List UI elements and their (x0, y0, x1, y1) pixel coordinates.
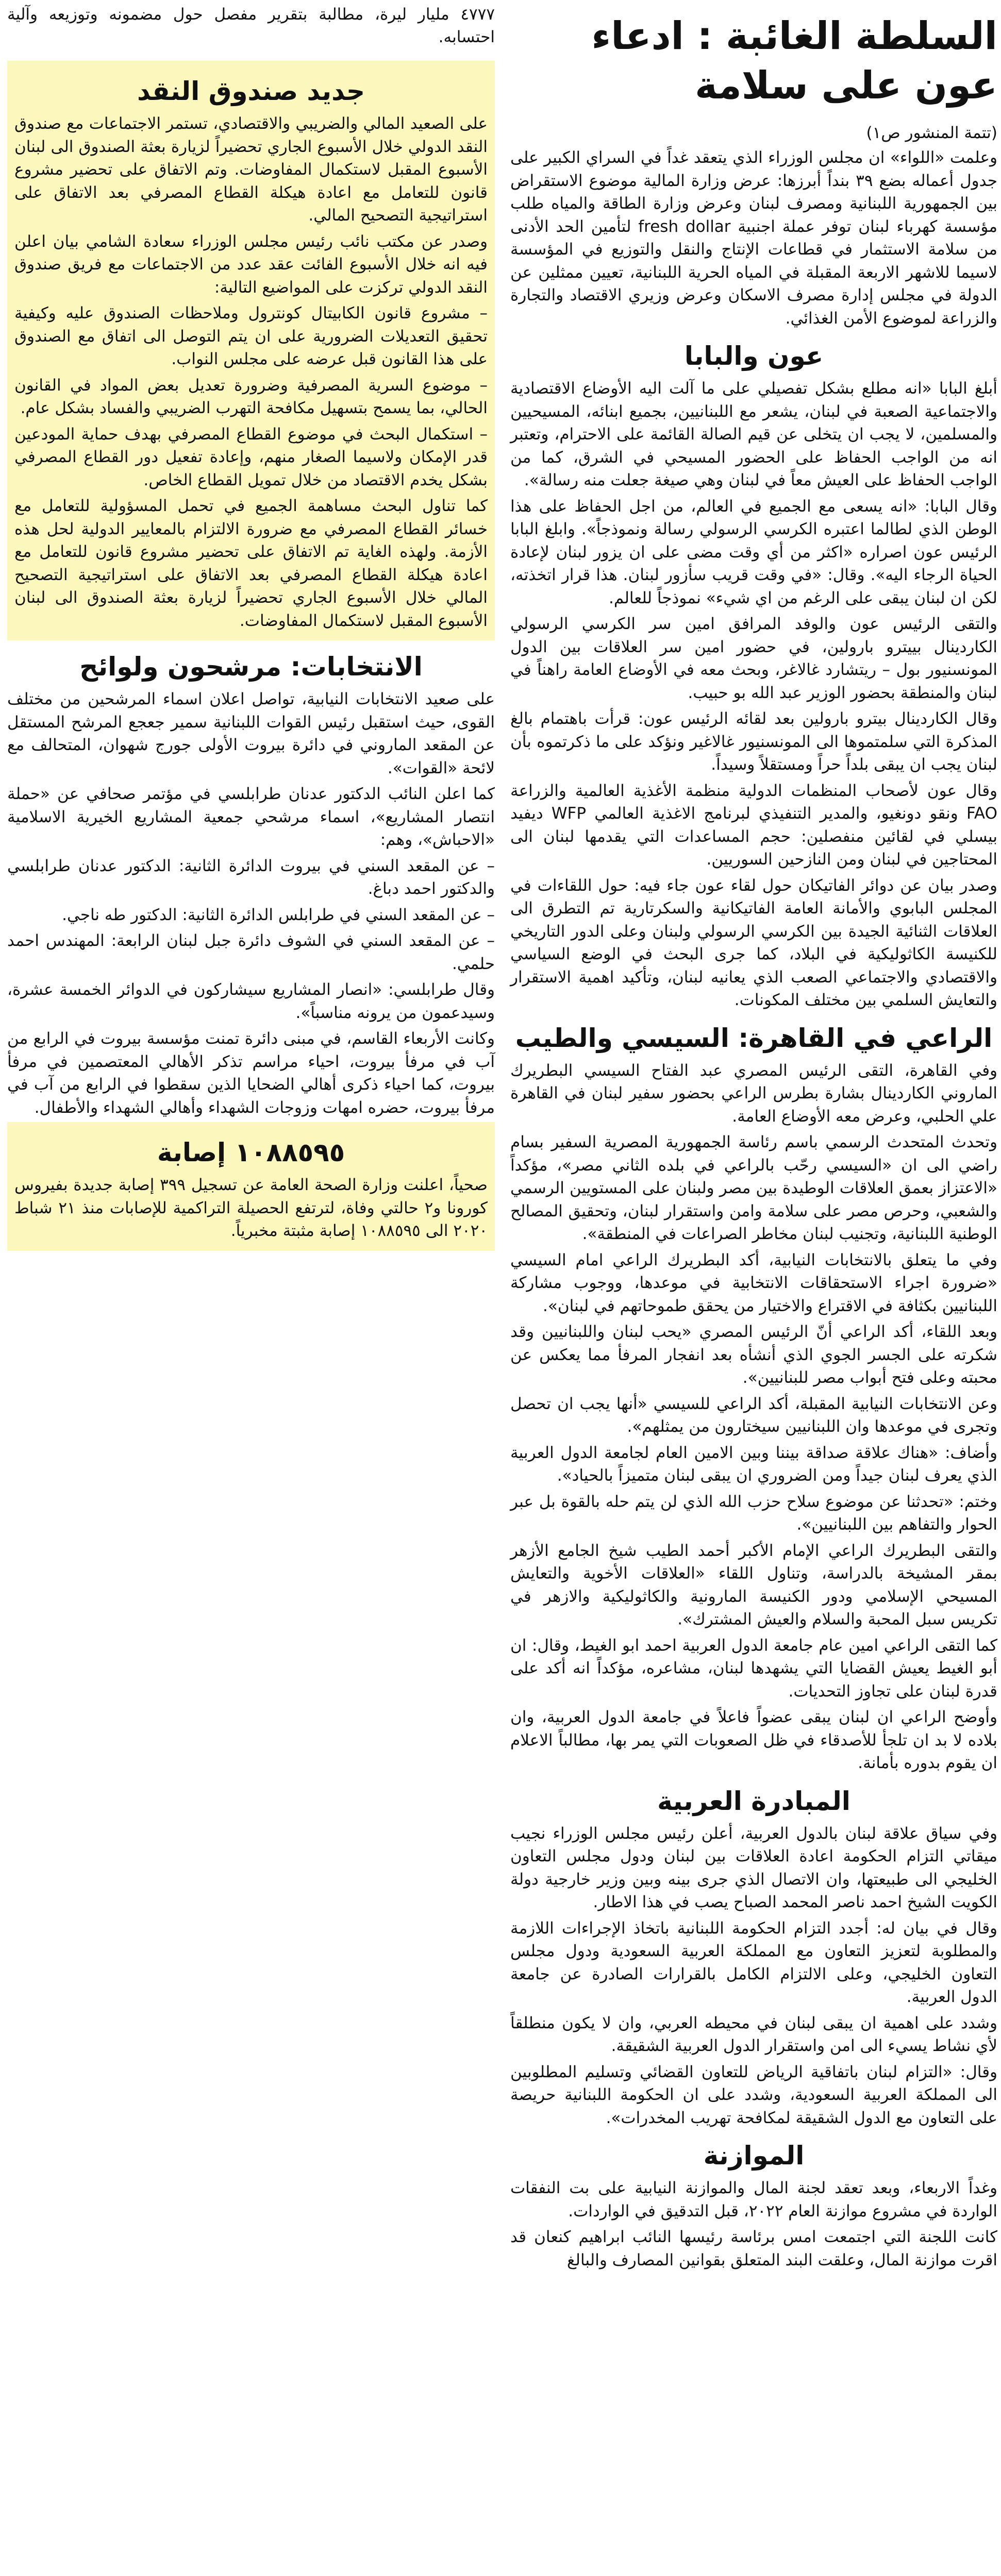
section-heading: ١٠٨٨٥٩٥ إصابة (157, 1138, 345, 1167)
article-intro-paragraph: وعلمت «اللواء» ان مجلس الوزراء الذي يتعقد غداً في السراي الكبير على جدول أعماله بضع ٣٩ بنداً أبرزها: عرض وزارة المالية موضوع الاستقراض بين الجمهورية اللبنانية ومصرف لبنان وعرض وزارة الطاقة والمياه طلب مؤسسة كهرباء لبنان توفر عملة اجنبية fresh dollar لتأمين الحد الأدنى من سلامة الاستثمار في قطاعات الإنتاج والنقل والتوزيع في المؤسسة لاسيما للاشهر الاربعة المقبلة في المياه الحرية اللبنانية، تعيين ممثلين عن الدولة في مجلس إدارة مصرف الاسكان وعرض وزيري الاقتصاد والتجارة والزراعة لموضوع الأمن الغذائي. (510, 148, 998, 328)
paragraph: والتقى البطريرك الراعي الإمام الأكبر أحمد الطيب شيخ الجامع الأزهر بمقر المشيخة بالدراسة، وتناول اللقاء «العلاقات الأخوية والتعايش المسيحي الإسلامي ودور الكنيسة المارونية والكاثوليكية والازهر في تكريس سبل المحبة والسلام والعيش المشترك». (510, 1541, 997, 1629)
section-elections (7, 650, 495, 1119)
section-heading: عون والبابا (684, 341, 824, 371)
section-aoun-pope (510, 339, 997, 1012)
paragraph: وغداً الاربعاء، وبعد تعقد لجنة المال والموازنة النيابية على بت النفقات الواردة في مشروع موازنة العام ٢٠٢٢، قبل التدقيق في الواردات. (510, 2179, 997, 2221)
paragraph: كما التقى الراعي امين عام جامعة الدول العربية احمد ابو الغيط، وقال: ان أبو الغيط يعيش القضايا التي يشهدها لبنان، مشاعره، مؤكداً انه أكد على قدرة لبنان على تجاوز التحديات. (510, 1636, 997, 1701)
paragraph: وقال: «التزام لبنان باتفاقية الرياض للتعاون القضائي وتسليم المطلوبين الى المملكة العربية السعودية، وشدد على ان الحكومة اللبنانية حريصة على التعاون مع الدول الشقيقة لمكافحة تهريب المخدرات». (510, 2062, 997, 2127)
paragraph: وتحدث المتحدث الرسمي باسم رئاسة الجمهورية المصرية السفير بسام راضي الى ان «السيسي رحّب بالراعي في بلده الثاني مصر»، مؤكداً «الاعتزاز بعمق العلاقات الوطيدة بين مصر ولبنان على المستويين الرسمي والشعبي، وحرص مصر على سلامة وامن واستقرار لبنان، وتحقيق المصالح الوطنية اللبنانية، وتجنيب لبنان مخاطر الصراعات في المنطقة». (510, 1133, 997, 1243)
paragraph: وفي ما يتعلق بالانتخابات النيابية، أكد البطريرك الراعي امام السيسي «ضرورة اجراء الاستحقاقات الانتخابية في موعدها، ووجوب مشاركة اللبنانيين بكثافة في الاقتراع والاختيار من يحقق طموحاتهم في لبنان». (510, 1250, 997, 1315)
paragraph: وكانت الأربعاء القاسم، في مبنى دائرة تمنت مؤسسة بيروت في الرابع من آب في مرفأ بيروت، احياء مراسم تذكر الأهالي المعتصمين في مرفأ بيروت، كما احياء ذكرى أهالي الضحايا الذين سقطوا في الرابع من آب في مرفأ بيروت، حضره امهات وزوجات الشهداء وأهالي الشهداء والأطفال. (7, 1029, 495, 1117)
paragraph: – عن المقعد السني في بيروت الدائرة الثانية: الدكتور عدنان طرابلسي والدكتور احمد دباغ. (7, 856, 495, 898)
paragraph: – موضوع السرية المصرفية وضرورة تعديل بعض المواد في القانون الحالي، بما يسمح بتسهيل مكافحة التهرب الضريبي والفساد بشكل عام. (14, 376, 488, 417)
paragraph: وصدر عن مكتب نائب رئيس مجلس الوزراء سعادة الشامي بيان اعلن فيه انه خلال الأسبوع الفائت عقد عدد من الاجتماعات مع فريق صندوق النقد الدولي تركزت على المواضيع التالية: (14, 232, 488, 297)
paragraph: أبلغ البابا «انه مطلع بشكل تفصيلي على ما آلت اليه الأوضاع الاقتصادية والاجتماعية الصعبة في لبنان، يشعر مع اللبنانيين، بجميع ابنائه، المسيحيين والمسلمين، لا يجب ان يتخلى عن قيم الصالة القائمة على الاحترام، وتعتبر انه من الواجب الحفاظ على الحضور المسيحي في الشرق، كما من الواجب الحفاظ على العيش معاً في لبنان وهي صيغة جعلت منه رسالة». (510, 379, 997, 489)
paragraph: وقال طرابلسي: «انصار المشاريع سيشاركون في الدوائر الخمسة عشرة، وسيدعمون من يرونه مناسباً». (7, 980, 495, 1022)
paragraph: وعن الانتخابات النيابية المقبلة، أكد الراعي للسيسي «أنها يجب ان تحصل وتجرى في موعدها وان اللبنانيين سيختارون من يمثلهم». (510, 1394, 997, 1436)
paragraph: وقال عون لأصحاب المنظمات الدولية منظمة الأغذية العالمية والزراعة FAO ونقو دونغيو، والمدير التنفيذي لبرنامج الاغذية العالمي WFP ديفيد بيسلي في لقائين منفصلين: حجم المساعدات التي يقدمها لبنان الى المحتاجين في لبنان ومن النازحين السوريين. (510, 781, 997, 869)
paragraph: كما تناول البحث مساهمة الجميع في تحمل المسؤولية للتعامل مع خسائر القطاع المصرفي مع ضرورة الالتزام بالمعايير الدولية لحل هذه الأزمة. ولهذه الغاية تم الاتفاق على تحضير مشروع قانون للتعامل مع اعادة هيكلة القطاع المصرفي بعد الاتفاق على استراتيجية التصحيح المالي خلال الأسبوع الجاري تحضيراً لزيارة بعثة الصندوق الى لبنان الأسبوع المقبل لاستكمال المفاوضات. (14, 497, 488, 630)
paragraph: وقال في بيان له: أجدد التزام الحكومة اللبنانية باتخاذ الإجراءات اللازمة والمطلوبة لتعزيز التعاون مع المملكة العربية السعودية ودول مجلس التعاون الخليجي، وعلى الالتزام الكامل بالقرارات الصادرة عن جامعة الدول العربية. (510, 1919, 997, 2006)
paragraph: وبعد اللقاء، أكد الراعي أنّ الرئيس المصري «يحب لبنان واللبنانيين وقد شكرته على الجسر الجوي الذي أنشأه بعد انفجار المرفأ مما يعكس عن محبته وعلى فتح أبواب مصر للبنانيين». (510, 1323, 997, 1387)
paragraph: على صعيد الانتخابات النيابية، تواصل اعلان اسماء المرشحين من مختلف القوى، حيث استقبل رئيس القوات اللبنانية سمير جعجع المرشح المستقل عن المقعد الماروني في دائرة بيروت الأولى جورج شهوان، المتحالف مع لائحة «القوات». (7, 690, 495, 777)
article-headline: السلطة الغائبة : ادعاء عون على سلامة (591, 14, 997, 108)
section-imf (7, 61, 495, 640)
continued-text: ٤٧٧٧ مليار ليرة، مطالبة بتقرير مفصل حول مضمونه وتوزيعه وآلية احتسابه. (7, 5, 495, 46)
paragraph: وشدد على اهمية ان يبقى لبنان في محيطه العربي، وان لا يكون منطلقاً لأي نشاط يسيء الى امن واستقرار الدول العربية الشقيقة. (510, 2013, 997, 2055)
section-heading: المبادرة العربية (657, 1786, 850, 1816)
paragraph: والتقى الرئيس عون والوفد المرافق امين سر الكرسي الرسولي الكاردينال بييترو بارولين، في حضور امين سر العلاقات بين الدول المونسنيور بول – ريتشارد غالاغر، وبحث معه في الأوضاع العامة راهناً في لبنان والمنطقة بحضور الوزير عبد الله بو حبيب. (510, 615, 997, 702)
paragraph: – عن المقعد السني في طرابلس الدائرة الثانية: الدكتور طه ناجي. (62, 905, 495, 924)
section-heading: الانتخابات: مرشحون ولوائح (79, 652, 423, 682)
section-budget (510, 2139, 997, 2272)
section-arab-initiative (510, 1784, 997, 2130)
section-heading: الراعي في القاهرة: السيسي والطيب (515, 1023, 993, 1053)
paragraph: وفي القاهرة، التقى الرئيس المصري عبد الفتاح السيسي البطريرك الماروني الكاردينال بشارة بطرس الراعي بحضور سفير لبنان في القاهرة علي الحلبي، وعرض معه الأوضاع العامة. (510, 1061, 997, 1126)
paragraph: كما اعلن النائب الدكتور عدنان طرابلسي في مؤتمر صحافي عن «حملة انتصار المشاريع»، اسماء مرشحي جمعية المشاريع الخيرية الاسلامية «الاحباش»، وهم: (7, 785, 495, 849)
section-heading: الموازنة (703, 2141, 805, 2171)
paragraph: وأوضح الراعي ان لبنان يبقى عضواً فاعلاً في جامعة الدول العربية، وان بلاده لا بد ان تلجأ للأصدقاء في ظل الصعوبات التي يمر بها، مطالباً الاعلام ان يقوم بدوره بأمانة. (510, 1708, 997, 1772)
paragraph: وصدر بيان عن دوائر الفاتيكان حول لقاء عون جاء فيه: حول اللقاءات في المجلس البابوي والأمانة العامة الفاتيكانية والسكرتارية تم التطرق الى العلاقات الثنائية الجيدة بين الكرسي الرسولي ولبنان وعلى الدور التاريخي للكنيسة الكاثوليكية في البلاد، كما جرى البحث في الوضع السياسي والاقتصادي والاجتماعي الصعب الذي يعانيه لبنان، وتأكيد اهمية الاستقرار والتعايش السلمي بين مختلف المكونات. (510, 876, 997, 1009)
paragraph: وقال الكاردينال بيترو بارولين بعد لقائه الرئيس عون: قرأت باهتمام بالغ المذكرة التي سلمتموها الى المونسنيور غالاغير ونؤكد على ما ذكرتموه بأن لبنان يجب ان يبقى بلداً حراً ومستقلاً وسيداً. (510, 709, 997, 774)
paragraph: وأضاف: «هناك علاقة صداقة بيننا وبين الامين العام لجامعة الدول العربية الذي يعرف لبنان جيداً ومن الضروري ان يبقى لبنان متميزاً بالحياد». (510, 1443, 997, 1485)
main-article-column (510, 0, 997, 2275)
section-heading: جديد صندوق النقد (137, 76, 365, 106)
paragraph: على الصعيد المالي والضريبي والاقتصادي، تستمر الاجتماعات مع صندوق النقد الدولي خلال الأسبوع الجاري تحضيراً لزيارة بعثة الصندوق الى لبنان الأسبوع المقبل لاستكمال المفاوضات. وتم الاتفاق على تحضير مشروع قانون للتعامل مع اعادة هيكلة القطاع المصرفي بعد الاتفاق على استراتيجية التصحيح المالي. (14, 114, 488, 225)
section-rai-cairo (510, 1021, 997, 1775)
paragraph: – استكمال البحث في موضوع القطاع المصرفي بهدف حماية المودعين قدر الإمكان ولاسيما الصغار منهم، وإعادة تفعيل دور القطاع المصرفي بشكل يخدم الاقتصاد من خلال تمويل القطاع الخاص. (14, 425, 488, 489)
continuation-column (7, 0, 495, 1255)
paragraph: وقال البابا: «انه يسعى مع الجميع في العالم، من اجل الحفاظ على هذا الوطن الذي لطالما اعتبره الكرسي الرسولي رسالة ونموذجاً». وابلغ البابا الرئيس عون اصراره «اكثر من أي وقت مضى على ان يزور لبنان لإعادة الحياة الرجاء اليه». وقال: «في وقت قريب سأزور لبنان. هذا قرار اتخذته، لكن ان لبنان يبقى على الرغم من اي شيء» نموذجاً للعالم. (510, 497, 997, 607)
section-covid-cases (7, 1122, 495, 1251)
paragraph: وفي سياق علاقة لبنان بالدول العربية، أعلن رئيس مجلس الوزراء نجيب ميقاتي التزام الحكومة اعادة العلاقات بين لبنان ودول مجلس التعاون الخليجي الى طبيعتها، وان الاتصال الذي جرى بينه وبين وزير خارجية دولة الكويت الشيخ احمد ناصر المحمد الصباح يصب في هذا الاطار. (510, 1824, 997, 1911)
paragraph: – عن المقعد السني في الشوف دائرة جبل لبنان الرابعة: المهندس احمد حلمي. (7, 931, 495, 973)
paragraph: كانت اللجنة التي اجتمعت امس برئاسة رئيسها النائب ابراهيم كنعان قد اقرت موازنة المال، وعلقت البند المتعلق بقوانين المصارف والبالغ (510, 2228, 997, 2269)
article-source: (تتمة المنشور ص١) (866, 124, 997, 142)
paragraph: – مشروع قانون الكابيتال كونترول وملاحظات الصندوق عليه وكيفية تحقيق التعديلات الضرورية على ان يتم التوصل الى اتفاق مع الصندوق على هذا القانون قبل عرضه على مجلس النواب. (14, 304, 488, 368)
paragraph: صحياً، اعلنت وزارة الصحة العامة عن تسجيل ٣٩٩ إصابة جديدة بفيروس كورونا و٢ حالتي وفاة، لترتفع الحصيلة التراكمية للإصابات منذ ٢١ شباط ٢٠٢٠ الى ١٠٨٨٥٩٥ إصابة مثبتة مخبرياً. (14, 1176, 488, 1240)
paragraph: وختم: «تحدثنا عن موضوع سلاح حزب الله الذي لن يتم حله بالقوة بل عبر الحوار والتفاهم بين اللبنانيين». (510, 1492, 997, 1534)
